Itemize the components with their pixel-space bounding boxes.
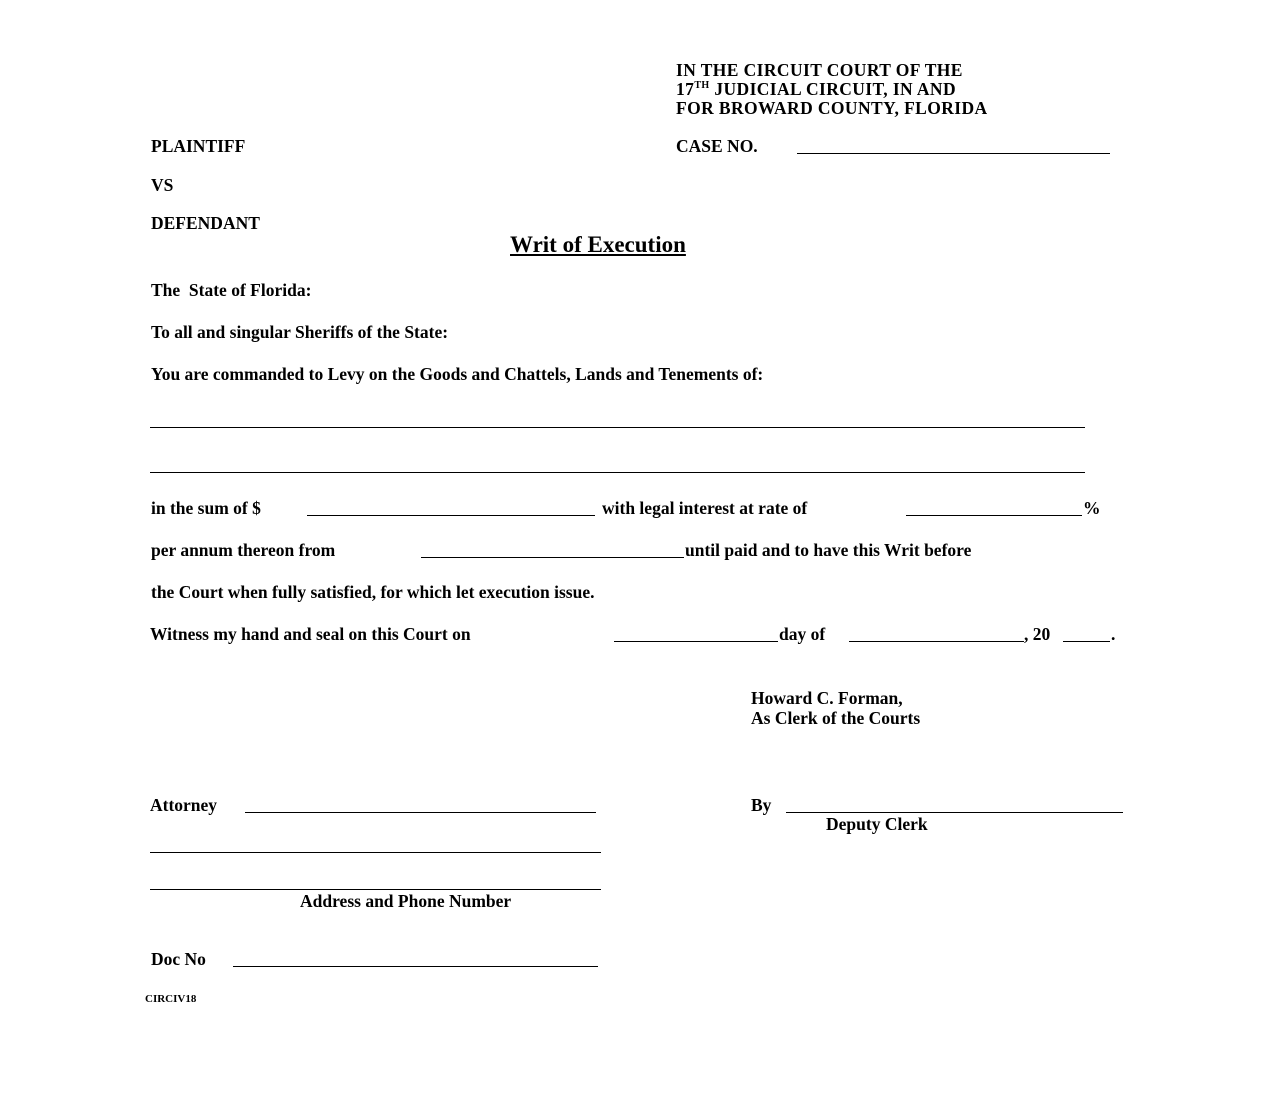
attorney-address-line-2[interactable] <box>150 889 601 890</box>
witness-month-field[interactable] <box>849 641 1024 642</box>
execution-issue-text: the Court when fully satisfied, for which let execution issue. <box>151 582 595 602</box>
defendant-label: DEFENDANT <box>151 213 260 233</box>
sum-amount-field[interactable] <box>307 515 595 516</box>
case-no-label: CASE NO. <box>676 136 758 156</box>
deputy-signature-field[interactable] <box>786 812 1123 813</box>
circuit-number-suffix: TH <box>694 80 710 91</box>
day-of-label: day of <box>779 624 826 644</box>
plaintiff-label: PLAINTIFF <box>151 136 246 156</box>
percent-sign: % <box>1083 498 1101 518</box>
witness-text: Witness my hand and seal on this Court on <box>150 624 471 644</box>
debtor-name-line-2[interactable] <box>150 472 1085 473</box>
witness-day-field[interactable] <box>614 641 778 642</box>
attorney-label: Attorney <box>150 795 218 815</box>
year-prefix: , 20 <box>1024 624 1051 644</box>
state-of-florida: The State of Florida: <box>151 280 312 300</box>
form-code: CIRCIV18 <box>145 993 197 1005</box>
circuit-number: 17 <box>676 79 695 99</box>
interest-label: with legal interest at rate of <box>602 498 808 518</box>
doc-no-field[interactable] <box>233 966 598 967</box>
address-phone-label: Address and Phone Number <box>300 891 512 911</box>
by-label: By <box>751 795 772 815</box>
clerk-title: As Clerk of the Courts <box>751 708 921 728</box>
witness-period: . <box>1111 624 1116 644</box>
debtor-name-line-1[interactable] <box>150 427 1085 428</box>
interest-rate-field[interactable] <box>906 515 1082 516</box>
witness-year-field[interactable] <box>1063 641 1110 642</box>
deputy-clerk-label: Deputy Clerk <box>826 814 928 834</box>
document-title: Writ of Execution <box>510 232 686 257</box>
doc-no-label: Doc No <box>151 949 206 969</box>
attorney-address-line-1[interactable] <box>150 852 601 853</box>
vs-label: VS <box>151 175 174 195</box>
court-header-line-2 <box>676 81 956 99</box>
sheriffs-address: To all and singular Sheriffs of the State: <box>151 322 449 342</box>
clerk-name: Howard C. Forman, <box>751 688 903 708</box>
from-date-field[interactable] <box>421 557 684 558</box>
court-header-line-2-rest: JUDICIAL CIRCUIT, IN AND <box>709 79 957 99</box>
attorney-name-field[interactable] <box>245 812 596 813</box>
sum-label: in the sum of $ <box>151 498 261 518</box>
court-header-line-3: FOR BROWARD COUNTY, FLORIDA <box>676 98 988 118</box>
levy-command: You are commanded to Levy on the Goods and Chattels, Lands and Tenements of: <box>151 364 764 384</box>
case-no-field[interactable] <box>797 153 1110 154</box>
per-annum-label: per annum thereon from <box>151 540 336 560</box>
until-paid-text: until paid and to have this Writ before <box>685 540 972 560</box>
court-header-line-1: IN THE CIRCUIT COURT OF THE <box>676 60 963 80</box>
